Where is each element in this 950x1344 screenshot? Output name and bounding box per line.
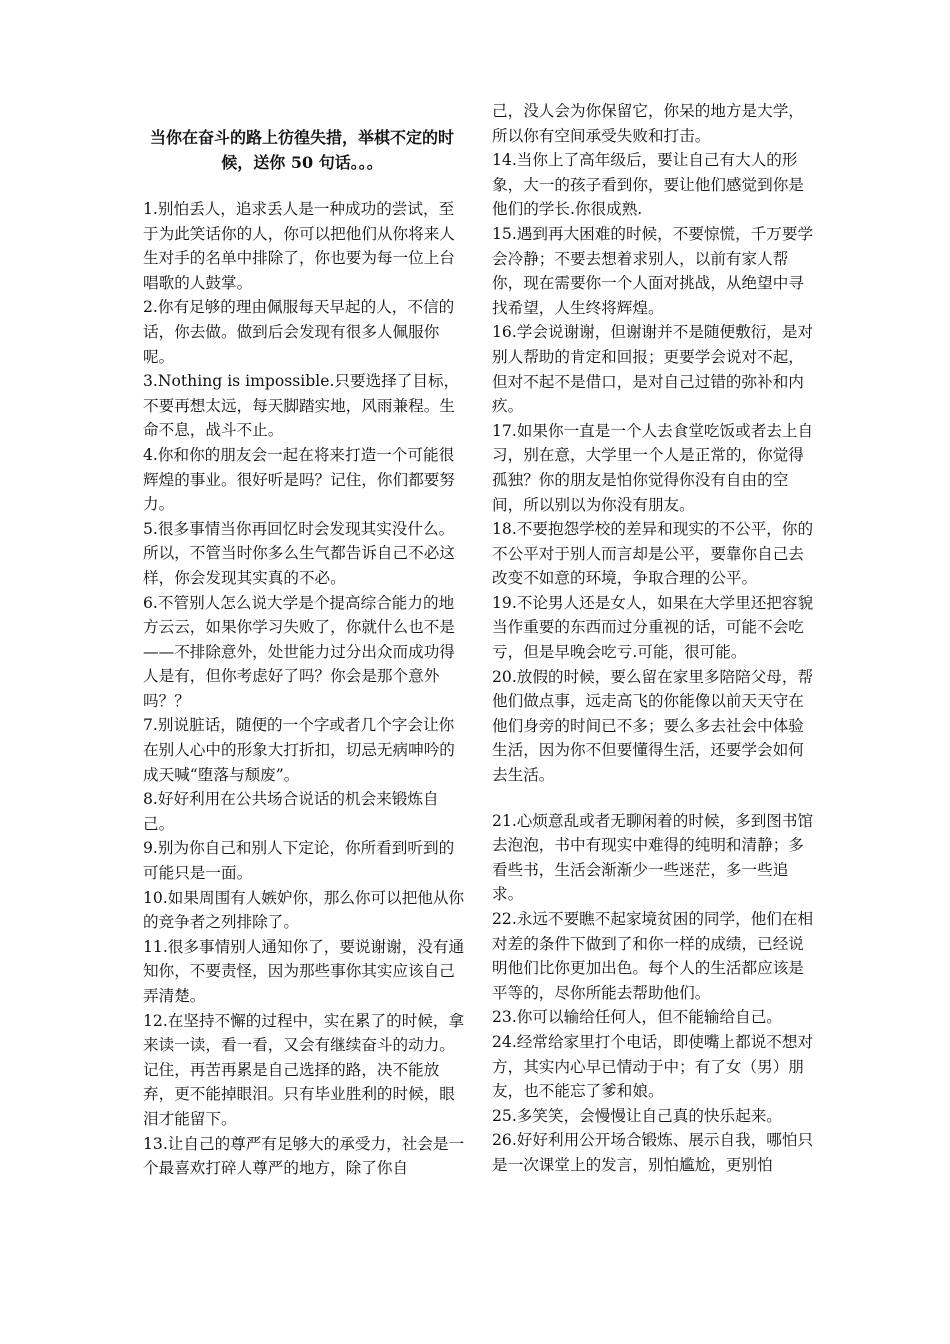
tip-paragraph: 13.让自己的尊严有足够大的承受力，社会是一个最喜欢打碎人尊严的地方，除了你自: [143, 1134, 465, 1178]
tip-paragraph: 16.学会说谢谢，但谢谢并不是随便敷衍，是对别人帮助的肯定和回报；更要学会说对不起，但对不起不是借口，是对自己过错的弥补和内疚。: [492, 323, 814, 416]
right-column: [492, 0, 815, 1178]
tip-paragraph: 11.很多事情别人通知你了，要说谢谢，没有通知你，不要责怪，因为那些事你其实应该自己弄清楚。: [143, 937, 465, 1005]
tip-paragraph: 24.经常给家里打个电话，即使嘴上都说不想对方，其实内心早已情动于中；有了女（男）朋友，也不能忘了爹和娘。: [492, 1032, 814, 1101]
tip-paragraph: 22.永远不要瞧不起家境贫困的同学，他们在相对差的条件下做到了和你一样的成绩，已经说明他们比你更加出色。每个人的生活都应该是平等的，尽你所能去帮助他们。: [492, 910, 814, 1002]
tip-paragraph: 8.好好利用在公共场合说话的机会来锻炼自己。: [143, 790, 439, 833]
tip-paragraph: 23.你可以输给任何人，但不能输给自己。: [492, 1008, 782, 1027]
tip-paragraph: 18.不要抱怨学校的差异和现实的不公平，你的不公平对于别人而言却是公平，要靠你自己去改变不如意的环境，争取合理的公平。: [492, 520, 814, 588]
tip-paragraph: 9.别为你自己和别人下定论，你所看到听到的可能只是一面。: [143, 839, 455, 883]
tip-paragraph: 5.很多事情当你再回忆时会发现其实没什么。所以，不管当时你多么生气都告诉自己不必这样，你会发现其实真的不必。: [143, 519, 455, 587]
tip-paragraph: 4.你和你的朋友会一起在将来打造一个可能很辉煌的事业。很好听是吗？记住，你们都要努力。: [143, 445, 455, 514]
tip-paragraph: 17.如果你一直是一个人去食堂吃饭或者去上自习，别在意，大学里一个人是正常的，你觉得孤独？你的朋友是怕你觉得你没有自由的空间，所以别以为你没有朋友。: [492, 421, 814, 514]
left-column: [143, 0, 466, 1181]
tip-paragraph: 6.不管别人怎么说大学是个提高综合能力的地方云云，如果你学习失败了，你就什么也不是——不排除意外，处世能力过分出众而成功得人是有，但你考虑好了吗？你会是那个意外吗？？: [143, 593, 455, 710]
tip-paragraph: 26.好好利用公开场合锻炼、展示自我，哪怕只是一次课堂上的发言，别怕尴尬，更别怕: [492, 1131, 814, 1174]
tip-paragraph: 12.在坚持不懈的过程中，实在累了的时候，拿来读一读，看一看，又会有继续奋斗的动力。记住，再苦再累是自己选择的路，决不能放弃，更不能掉眼泪。只有毕业胜利的时候，眼泪才能留下。: [143, 1011, 465, 1128]
tip-paragraph: 25.多笑笑，会慢慢让自己真的快乐起来。: [492, 1106, 782, 1125]
tip-paragraph: 己，没人会为你保留它，你呆的地方是大学，所以你有空间承受失败和打击。: [492, 102, 804, 145]
page-title: 当你在奋斗的路上彷徨失措，举棋不定的时候，送你 50 句话。。。: [149, 128, 454, 172]
tip-paragraph: 3.Nothing is impossible.只要选择了目标，不要再想太远，每天脚踏实地，风雨兼程。生命不息，战斗不止。: [143, 372, 460, 440]
tip-paragraph: 1.别怕丢人，追求丢人是一种成功的尝试，至于为此笑话你的人，你可以把他们从你将来人生对手的名单中排除了，你也要为每一位上台唱歌的人鼓掌。: [143, 200, 455, 292]
tip-paragraph: 14.当你上了高年级后，要让自己有大人的形象，大一的孩子看到你，要让他们感觉到你是他们的学长.你很成熟.: [492, 151, 804, 219]
tip-paragraph: 21.心烦意乱或者无聊闲着的时候，多到图书馆去泡泡，书中有现实中难得的纯明和清静；多看些书，生活会渐渐少一些迷茫，多一些追求。: [492, 811, 814, 904]
tip-paragraph: 19.不论男人还是女人，如果在大学里还把容貌当作重要的东西而过分重视的话，可能不会吃亏，但是早晚会吃亏.可能，很可能。: [492, 593, 814, 662]
section-gap: [492, 788, 815, 809]
title-spacer: [143, 175, 466, 197]
tip-paragraph: 7.别说脏话，随便的一个字或者几个字会让你在别人心中的形象大打折扣，切忌无病呻吟的成天喊“堕落与颓废”。: [143, 716, 455, 784]
tip-paragraph: 10.如果周围有人嫉妒你，那么你可以把他从你的竞争者之列排除了。: [143, 888, 465, 932]
tip-paragraph: 15.遇到再大困难的时候，不要惊慌，千万要学会冷静；不要去想着求别人，以前有家人帮你，现在需要你一个人面对挑战，从绝望中寻找希望，人生终将辉煌。: [492, 224, 814, 317]
tip-paragraph: 2.你有足够的理由佩服每天早起的人，不信的话，你去做。做到后会发现有很多人佩服你呢。: [143, 298, 455, 366]
tip-paragraph: 20.放假的时候，要么留在家里多陪陪父母，帮他们做点事，远走高飞的你能像以前天天守在他们身旁的时间已不多；要么多去社会中体验生活，因为你不但要懂得生活，还要学会如何去生活。: [492, 667, 814, 785]
